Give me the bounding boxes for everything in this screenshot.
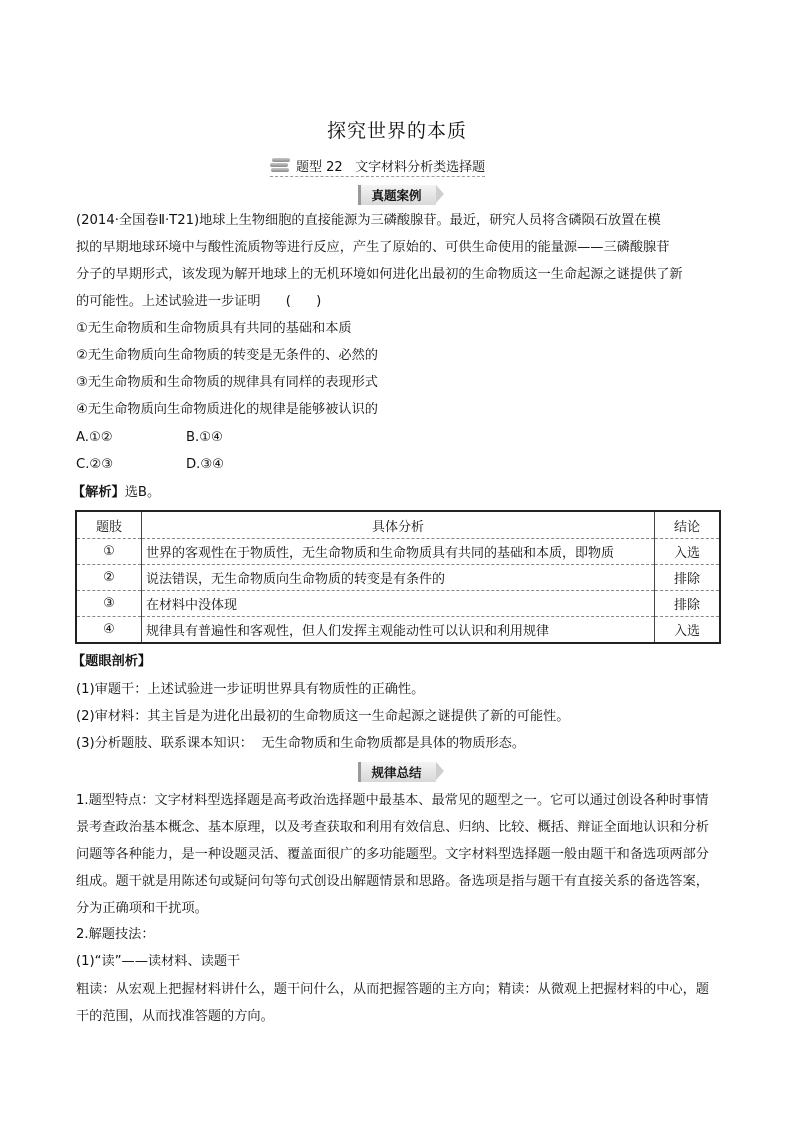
statement-item: ①无生命物质和生命物质具有共同的基础和本质 — [76, 321, 352, 336]
statement-item: ④无生命物质向生命物质进化的规律是能够被认识的 — [76, 402, 378, 417]
table-cell: 说法错误，无生命物质向生命物质的转变是有条件的 — [142, 565, 655, 591]
question-line: (2014·全国卷Ⅱ·T21)地球上生物细胞的直接能源为三磷酸腺苷。最近，研究人员将含磷陨石放置在模 — [76, 213, 661, 228]
table-cell: ① — [76, 539, 142, 565]
section-tag-label: 规律总结 — [358, 762, 435, 782]
analysis-label: 【解析】 — [72, 485, 125, 500]
option-a: A.①② — [76, 430, 113, 445]
option-d: D.③④ — [186, 457, 224, 472]
section-tag-cases — [0, 185, 794, 205]
key-analysis-item: (2)审材料：其主旨是为进化出最初的生命物质这一生命起源之谜提供了新的可能性。 — [76, 709, 570, 724]
analysis-answer: 选B。 — [124, 485, 161, 500]
section-tag-label: 真题案例 — [358, 185, 435, 205]
key-analysis-item: (1)审题干：上述试验进一步证明世界具有物质性的正确性。 — [76, 682, 425, 697]
table-header: 题肢 — [76, 511, 142, 539]
table-cell: ④ — [76, 617, 142, 644]
table-cell: 排除 — [655, 565, 721, 591]
table-row — [76, 617, 720, 644]
table-cell: 规律具有普遍性和客观性，但人们发挥主观能动性可以认识和利用规律 — [142, 617, 655, 644]
table-cell: 在材料中没体现 — [142, 591, 655, 617]
table-cell: 排除 — [655, 591, 721, 617]
table-row — [76, 565, 720, 591]
table-header: 具体分析 — [142, 511, 655, 539]
table-header: 结论 — [655, 511, 721, 539]
table-cell: 入选 — [655, 617, 721, 644]
question-line: 拟的早期地球环境中与酸性流质物等进行反应，产生了原始的、可供生命使用的能量源——三磷酸腺苷 — [76, 240, 670, 255]
analysis-table — [75, 510, 721, 644]
section-tag-summary — [0, 762, 794, 782]
question-line: 的可能性。上述试验进一步证明 ( ) — [76, 294, 322, 309]
summary-paragraph: 1.题型特点：文字材料型选择题是高考政治选择题中最基本、最常见的题型之一。它可以通过创设各种时事情景考查政治基本概念、基本原理，以及考查获取和利用有效信息、归纳、比较、概括、辩证全面地认识和分析问题等各种能力，是一种设题灵活、覆盖面很广的多功能题型。文字材料型选择题一般由题干和备选项两部分组成。题干就是用陈述句或疑问句等句式创设出解题情景和思路。备选项是指与题干有直接关系的备选答案，分为正确项和干扰项。 — [76, 793, 709, 916]
option-b: B.①④ — [186, 430, 223, 445]
question-line: 分子的早期形式，该发现为解开地球上的无机环境如何进化出最初的生命物质这一生命起源之谜提供了新 — [76, 267, 683, 282]
analysis-heading — [72, 483, 160, 503]
books-icon — [270, 158, 290, 172]
summary-subheading: (1)“读”——读材料、读题干 — [76, 954, 241, 969]
table-cell: 世界的客观性在于物质性，无生命物质和生命物质具有共同的基础和本质，即物质 — [142, 539, 655, 565]
table-row — [76, 539, 720, 565]
question-type-heading — [270, 155, 485, 177]
key-analysis-label: 【题眼剖析】 — [72, 654, 152, 669]
table-header-row — [76, 511, 720, 539]
summary-paragraph: 粗读：从宏观上把握材料讲什么，题干问什么，从而把握答题的主方向；精读：从微观上把握材料的中心，题干的范围，从而找准答题的方向。 — [76, 982, 709, 1024]
table-cell: 入选 — [655, 539, 721, 565]
page-title: 探究世界的本质 — [326, 120, 467, 142]
question-type-label: 题型 22 文字材料分析类选择题 — [296, 159, 486, 175]
option-c: C.②③ — [76, 457, 114, 472]
table-cell: ② — [76, 565, 142, 591]
key-analysis-item: (3)分析题肢、联系课本知识： 无生命物质和生命物质都是具体的物质形态。 — [76, 736, 526, 751]
statement-item: ②无生命物质向生命物质的转变是无条件的、必然的 — [76, 348, 378, 363]
statement-item: ③无生命物质和生命物质的规律具有同样的表现形式 — [76, 375, 378, 390]
table-row — [76, 591, 720, 617]
table-cell: ③ — [76, 591, 142, 617]
summary-heading: 2.解题技法： — [76, 927, 155, 942]
